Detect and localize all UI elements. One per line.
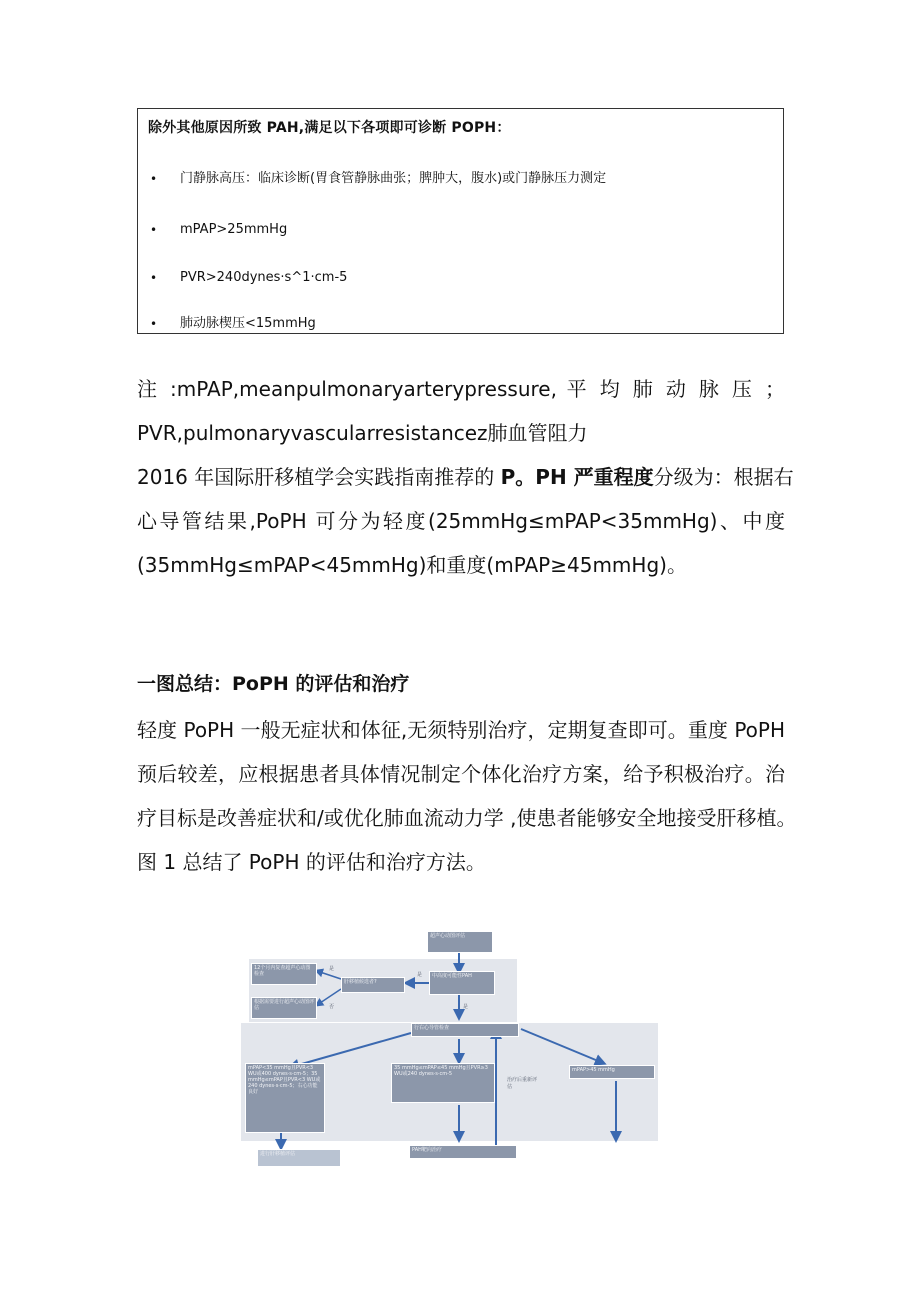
flow-box-echo-as-needed: 根据需要进行超声心动图评估: [251, 997, 317, 1019]
grading-line-3: (35mmHg≤mPAP<45mmHg)和重度(mPAP≥45mmHg)。: [137, 553, 687, 577]
note-line-2: PVR,pulmonaryvascularresistancez肺血管阻力: [137, 421, 588, 445]
note-and-grading-paragraph: [137, 367, 794, 587]
flow-box-moderate: 35 mmHg≤mPAP≤45 mmHg且PVR≥3 WU或240 dynes·s·cm-5: [391, 1063, 495, 1103]
arrow-rhc-to-severe: [521, 1029, 603, 1063]
label-yes-3: 是: [463, 1004, 469, 1010]
grading-bold-term: P。PH 严重程度: [500, 465, 654, 489]
arrow-rhc-to-mild: [291, 1033, 411, 1067]
bullet-icon: •: [150, 172, 158, 186]
flow-box-right-heart-catheterization: 行右心导管检查: [411, 1023, 519, 1037]
bullet-icon: •: [150, 271, 158, 285]
flowchart-figure: [241, 927, 658, 1172]
criteria-title: 除外其他原因所致 PAH,满足以下各项即可诊断 POPH：: [148, 120, 511, 136]
flow-box-transplant-candidate: 肝移植候选者?: [341, 977, 405, 993]
arrow-question-to-left-top: [317, 971, 341, 979]
bullet-icon: •: [150, 223, 158, 237]
summary-line-4: 图 1 总结了 PoPH 的评估和治疗方法。: [137, 850, 486, 874]
summary-paragraph: [137, 708, 797, 884]
diagnostic-criteria-box: [137, 108, 784, 334]
grading-line-1-start: 2016 年国际肝移植学会实践指南推荐的: [137, 465, 501, 489]
flow-box-recheck-12-months: 12个月内复查超声心动图检查: [251, 963, 317, 985]
criteria-item-text: mPAP>25mmHg: [180, 222, 288, 237]
grading-line-1: [137, 455, 794, 499]
criteria-item-text: 肺动脉楔压<15mmHg: [180, 316, 316, 331]
flow-box-mild: mPAP<35 mmHg且PVR<3 WU或400 dynes·s·cm-5；35 mmHg≤mPAP且PVR<3 WU或240 dynes·s·cm-5；右心功能良好: [245, 1063, 325, 1133]
label-yes: 是: [417, 972, 423, 978]
summary-heading: 一图总结：PoPH 的评估和治疗: [137, 673, 410, 695]
criteria-item-text: PVR>240dynes·s^1·cm-5: [180, 270, 348, 285]
grading-line-1-end: 分级为：根据右: [653, 465, 794, 489]
note-line-1: 注 :mPAP,meanpulmonaryarterypressure, 平 均 肺 动 脉 压 ；: [137, 377, 785, 401]
label-reassess: 治疗后重新评估: [507, 1077, 538, 1090]
flow-box-pah-treatment: PAH靶向治疗: [409, 1145, 517, 1159]
flow-box-severe: mPAP>45 mmHg: [569, 1065, 655, 1079]
summary-line-3: 疗目标是改善症状和/或优化肺血流动力学 ,使患者能够安全地接受肝移植。: [137, 806, 797, 830]
label-no: 否: [329, 1004, 335, 1010]
summary-line-1: 轻度 PoPH 一般无症状和体征,无须特别治疗，定期复查即可。重度 PoPH: [137, 718, 785, 742]
summary-line-2: 预后较差，应根据患者具体情况制定个体化治疗方案，给予积极治疗。治: [137, 762, 785, 786]
bullet-icon: •: [150, 317, 158, 331]
flow-box-echo: 超声心动图评估: [427, 931, 493, 953]
label-yes-2: 是: [329, 966, 335, 972]
flow-box-moderate-high-probability: 中高度可能性PAH: [429, 971, 495, 995]
criteria-item-text: 门静脉高压：临床诊断(胃食管静脉曲张；脾肿大，腹水)或门静脉压力测定: [180, 171, 607, 186]
flow-box-transplant-evaluation: 进行肝移植评估: [257, 1149, 341, 1167]
grading-line-2: 心导管结果,PoPH 可分为轻度(25mmHg≤mPAP<35mmHg)、中度: [137, 509, 785, 533]
